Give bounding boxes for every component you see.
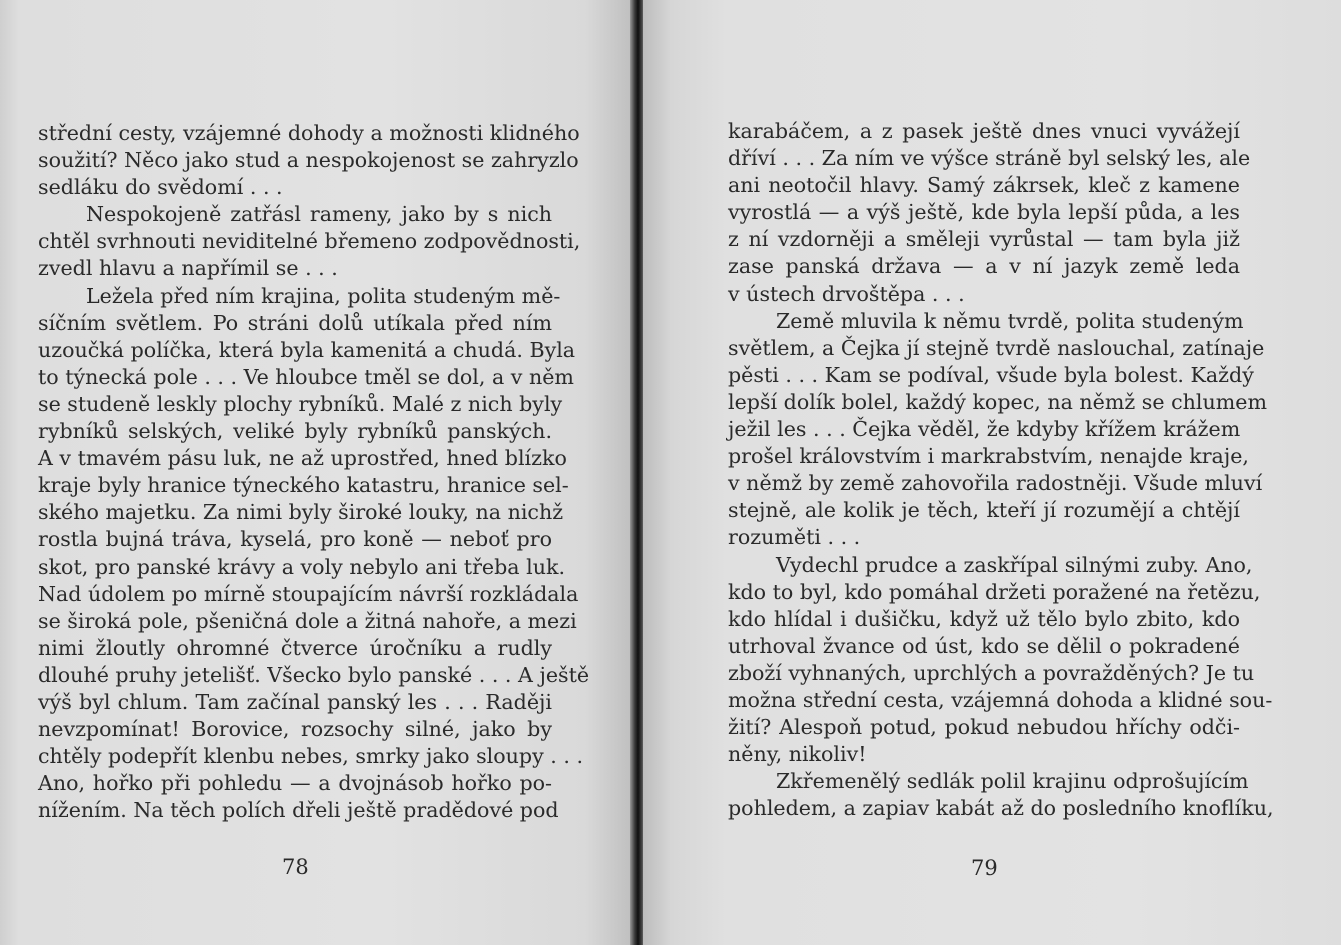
right-page-number: 79 (971, 856, 998, 880)
left-page-number: 78 (282, 855, 309, 879)
left-page (0, 0, 636, 945)
text-line: uzoučká políčka, která byla kamenitá a chudá. Byla (38, 337, 576, 362)
text-line: se studeně leskly plochy rybníků. Malé z nich byly (38, 391, 563, 416)
text-line: Vydechl prudce a zaskřípal silnými zuby. Ano, (776, 552, 1253, 577)
text-line: ského majetku. Za nimi byly široké louky, na nichž (38, 500, 564, 525)
text-line: Ano, hořko při pohledu — a dvojnásob hořko po- (38, 771, 552, 796)
text-line: chtěly podepřít klenbu nebes, smrky jako sloupy . . . (38, 744, 584, 769)
text-line: se široká pole, pšeničná dole a žitná nahoře, a mezi (38, 608, 577, 633)
text-line: Ležela před ním krajina, polita studeným mě- (86, 283, 561, 308)
text-line: chtěl svrhnouti neviditelné břemeno zodpovědnosti, (38, 229, 581, 254)
text-line: dlouhé pruhy jetelišť. Všecko bylo panské . . . A ještě (38, 662, 590, 687)
right-page-text (728, 118, 1274, 822)
text-line: kdo hlídal i dušičku, když už tělo bylo zbito, kdo (728, 606, 1240, 631)
text-line: stejně, ale kolik je těch, kteří jí rozumějí a chtějí (728, 498, 1240, 523)
text-line: střední cesty, vzájemné dohody a možnosti klidného (38, 121, 580, 145)
text-line: žití? Alespoň potud, pokud nebudou hříchy odči- (728, 715, 1240, 740)
text-line: Nespokojeně zatřásl rameny, jako by s nich (86, 202, 552, 227)
text-line: dříví . . . Za ním ve výšce stráně byl selský les, ale (728, 146, 1251, 171)
text-line: A v tmavém pásu luk, ne až uprostřed, hned blízko (38, 446, 567, 471)
text-line: karabáčem, a z pasek ještě dnes vnuci vyvážejí (728, 119, 1240, 143)
text-line: kdo to byl, kdo pomáhal držeti poražené na řetězu, (728, 579, 1261, 604)
text-line: možna střední cesta, vzájemná dohoda a klidné sou- (728, 687, 1273, 712)
text-line: nížením. Na těch polích dřeli ještě pradědové pod (38, 798, 559, 823)
text-line: rostla bujná tráva, kyselá, pro koně — neboť pro (38, 527, 552, 552)
text-line: něny, nikoliv! (728, 742, 867, 767)
text-line: skot, pro panské krávy a voly nebylo ani třeba luk. (38, 554, 565, 579)
text-line: prošel královstvím i markrabstvím, nenajde kraje, (728, 444, 1249, 469)
right-page (643, 0, 1341, 945)
text-line: z ní vzdorněji a směleji vyrůstal — tam byla již (728, 227, 1240, 252)
text-line: síčním světlem. Po stráni dolů utíkala před ním (38, 310, 552, 335)
text-line: Země mluvila k němu tvrdě, polita studeným (776, 308, 1244, 333)
text-line: v ústech drvoštěpa . . . (728, 281, 965, 306)
text-line: rybníků selských, veliké byly rybníků panských. (38, 419, 552, 444)
text-line: lepší dolík bolel, každý kopec, na němž se chlumem (728, 389, 1267, 414)
text-line: Zkřemenělý sedlák polil krajinu odprošujícím (776, 769, 1249, 794)
text-line: zboží vyhnaných, uprchlých a povražděných? Je tu (728, 660, 1255, 685)
text-line: Nad údolem po mírně stoupajícím návrší rozkládala (38, 581, 579, 606)
left-page-text (38, 120, 590, 824)
text-line: nevzpomínat! Borovice, rozsochy silné, jako by (38, 717, 552, 742)
text-line: nimi žloutly ohromné čtverce úročníku a rudly (38, 635, 552, 660)
text-line: zase panská država — a v ní jazyk země leda (728, 254, 1240, 279)
text-line: utrhoval žvance od úst, kdo se dělil o pokradené (728, 633, 1240, 658)
text-line: soužití? Něco jako stud a nespokojenost se zahryzlo (38, 148, 579, 173)
text-line: pěsti . . . Kam se podíval, všude byla bolest. Každý (728, 362, 1254, 387)
text-line: rozuměti . . . (728, 525, 861, 550)
text-line: zvedl hlavu a napřímil se . . . (38, 256, 338, 281)
text-line: kraje byly hranice týneckého katastru, hranice sel- (38, 473, 569, 498)
text-line: sedláku do svědomí . . . (38, 175, 283, 200)
text-line: pohledem, a zapiav kabát až do posledního knoflíku, (728, 796, 1274, 821)
text-line: ježil les . . . Čejka věděl, že kdyby křížem krážem (728, 417, 1241, 442)
text-line: ani neotočil hlavy. Samý zákrsek, kleč z kamene (728, 173, 1240, 198)
text-line: světlem, a Čejka jí stejně tvrdě naslouchal, zatínaje (728, 335, 1265, 360)
text-line: to týnecká pole . . . Ve hloubce tměl se dol, a v něm (38, 364, 574, 389)
text-line: výš byl chlum. Tam začínal panský les . . . Raději (38, 689, 552, 714)
text-line: v němž by země zahovořila radostněji. Všude mluví (728, 471, 1263, 496)
text-line: vyrostlá — a výš ještě, kde byla lepší půda, a les (728, 200, 1240, 225)
